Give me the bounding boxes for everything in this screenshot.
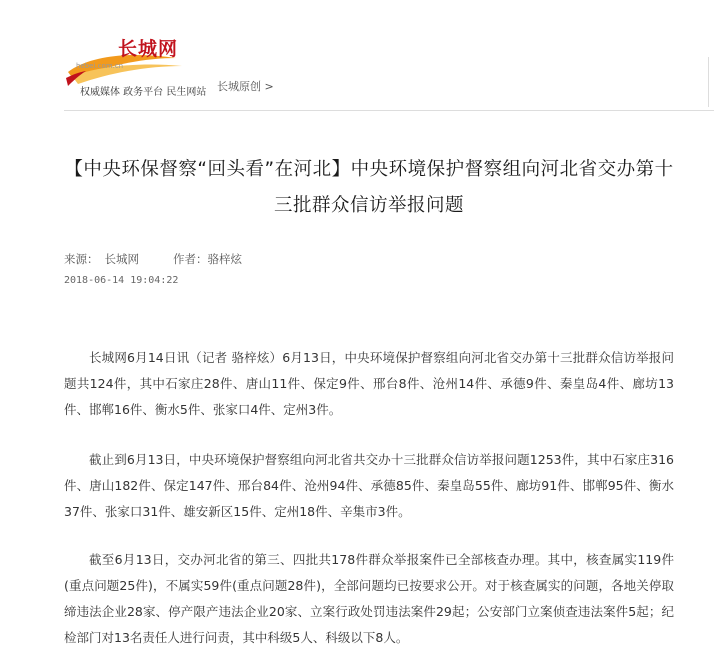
logo-url-text: hebei.com.cn (76, 62, 124, 70)
article-paragraph-1: 长城网6月14日讯（记者 骆梓炫）6月13日，中央环境保护督察组向河北省交办第十三批群众信访举报问题共124件，其中石家庄28件、唐山11件、保定9件、邢台8件、沧州14件、承德9件、秦皇岛4件、廊坊13件、邯郸16件、衡水5件、张家口4件、定州3件。 (64, 350, 674, 417)
article-paragraph-3: 截至6月13日，交办河北省的第三、四批共178件群众举报案件已全部核查办理。其中，核查属实119件(重点问题25件)，不属实59件(重点问题28件)，全部问题均已按要求公开。对于核查属实的问题，各地关停取缔违法企业28家、停产限产违法企业20家、立案行政处罚违法案件29起；公安部门立案侦查违法案件5起；纪检部门对13名责任人进行问责，其中科级5人、科级以下8人。 (64, 552, 674, 645)
author-label: 作者： (173, 252, 208, 266)
header-divider (708, 57, 709, 107)
site-header (0, 0, 714, 110)
publish-time: 2018-06-14 19:04:22 (64, 275, 179, 286)
source-label: 来源： (64, 252, 99, 266)
article-title: 【中央环保督察“回头看”在河北】中央环境保护督察组向河北省交办第十三批群众信访举报问题 (64, 159, 674, 216)
breadcrumb[interactable]: 长城原创 > (217, 80, 274, 93)
site-slogan: 权威媒体 政务平台 民生网站 (80, 87, 207, 98)
logo-title: 长城网 (118, 38, 179, 60)
article-paragraph-2: 截止到6月13日，中央环境保护督察组向河北省共交办十三批群众信访举报问题1253件，其中石家庄316件、唐山182件、保定147件、邢台84件、沧州94件、承德85件、秦皇岛55件、廊坊91件、邯郸95件、衡水37件、张家口31件、雄安新区15件、定州18件、辛集市3件。 (64, 452, 674, 519)
article-meta (64, 251, 242, 267)
source-value[interactable]: 长城网 (104, 252, 139, 266)
author-value: 骆梓炫 (207, 252, 242, 266)
header-underline (64, 110, 714, 111)
